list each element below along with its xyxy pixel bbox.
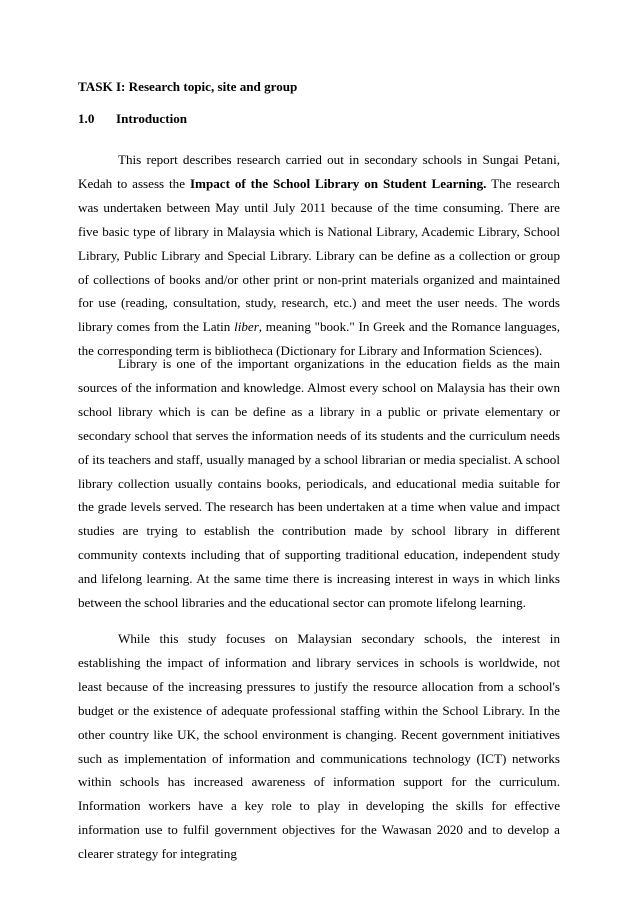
paragraph-1-text-c: , meaning "book." In Greek and the Romance languages, the corresponding term is bibliotheca (Dictionary for Library and Information Sciences). <box>78 319 560 359</box>
paragraph-1-latin-term: liber <box>234 319 259 335</box>
paragraph-1-text-b: The research was undertaken between May until July 2011 because of the time consuming. There are five basic type of library in Malaysia which is National Library, Academic Library, School Library, Public Library and Special Library. Library can be define as a collection or group of collections of books and/or other print or non-print materials organized and maintained for use (reading, consultation, study, research, etc.) and meet the user needs. The words library comes from the Latin <box>78 175 560 335</box>
paragraph-1-text-a: This report describes research carried out in secondary schools in Sungai Petani, Kedah to assess the <box>78 152 560 191</box>
task-heading: TASK I: Research topic, site and group <box>78 79 298 94</box>
paragraph-2: Library is one of the important organizations in the education fields as the main sources of the information and knowledge. Almost every school on Malaysia has their own school library which is can be define as a library in a public or private elementary or secondary school that serves the information needs of its students and the curriculum needs of its teachers and staff, usually managed by a school librarian or media specialist. A school library collection usually contains books, periodicals, and educational media suitable for the grade levels served. The research has been undertaken at a time when value and impact studies are trying to establish the contribution made by school library in different community contexts including that of supporting traditional education, independent study and lifelong learning. At the same time there is increasing interest in ways in which links between the school libraries and the educational sector can promote lifelong learning. <box>78 356 560 611</box>
section-heading <box>78 110 578 128</box>
section-number: 1.0 <box>78 111 95 126</box>
paragraph-1-bold-title: Impact of the School Library on Student Learning. <box>189 175 487 191</box>
paragraph-1 <box>78 148 560 363</box>
paragraph-3: While this study focuses on Malaysian secondary schools, the interest in establishing the impact of information and library services in schools is worldwide, not least because of the increasing pressures to justify the resource allocation from a school's budget or the existence of adequate professional staffing within the School Library. In the other country like UK, the school environment is changing. Recent government initiatives such as implementation of information and communications technology (ICT) networks within schools has increased awareness of information support for the curriculum. Information workers have a key role to play in developing the skills for effective information use to fulfil government objectives for the Wawasan 2020 and to develop a clearer strategy for integrating <box>78 631 560 862</box>
section-title: Introduction <box>116 111 188 126</box>
